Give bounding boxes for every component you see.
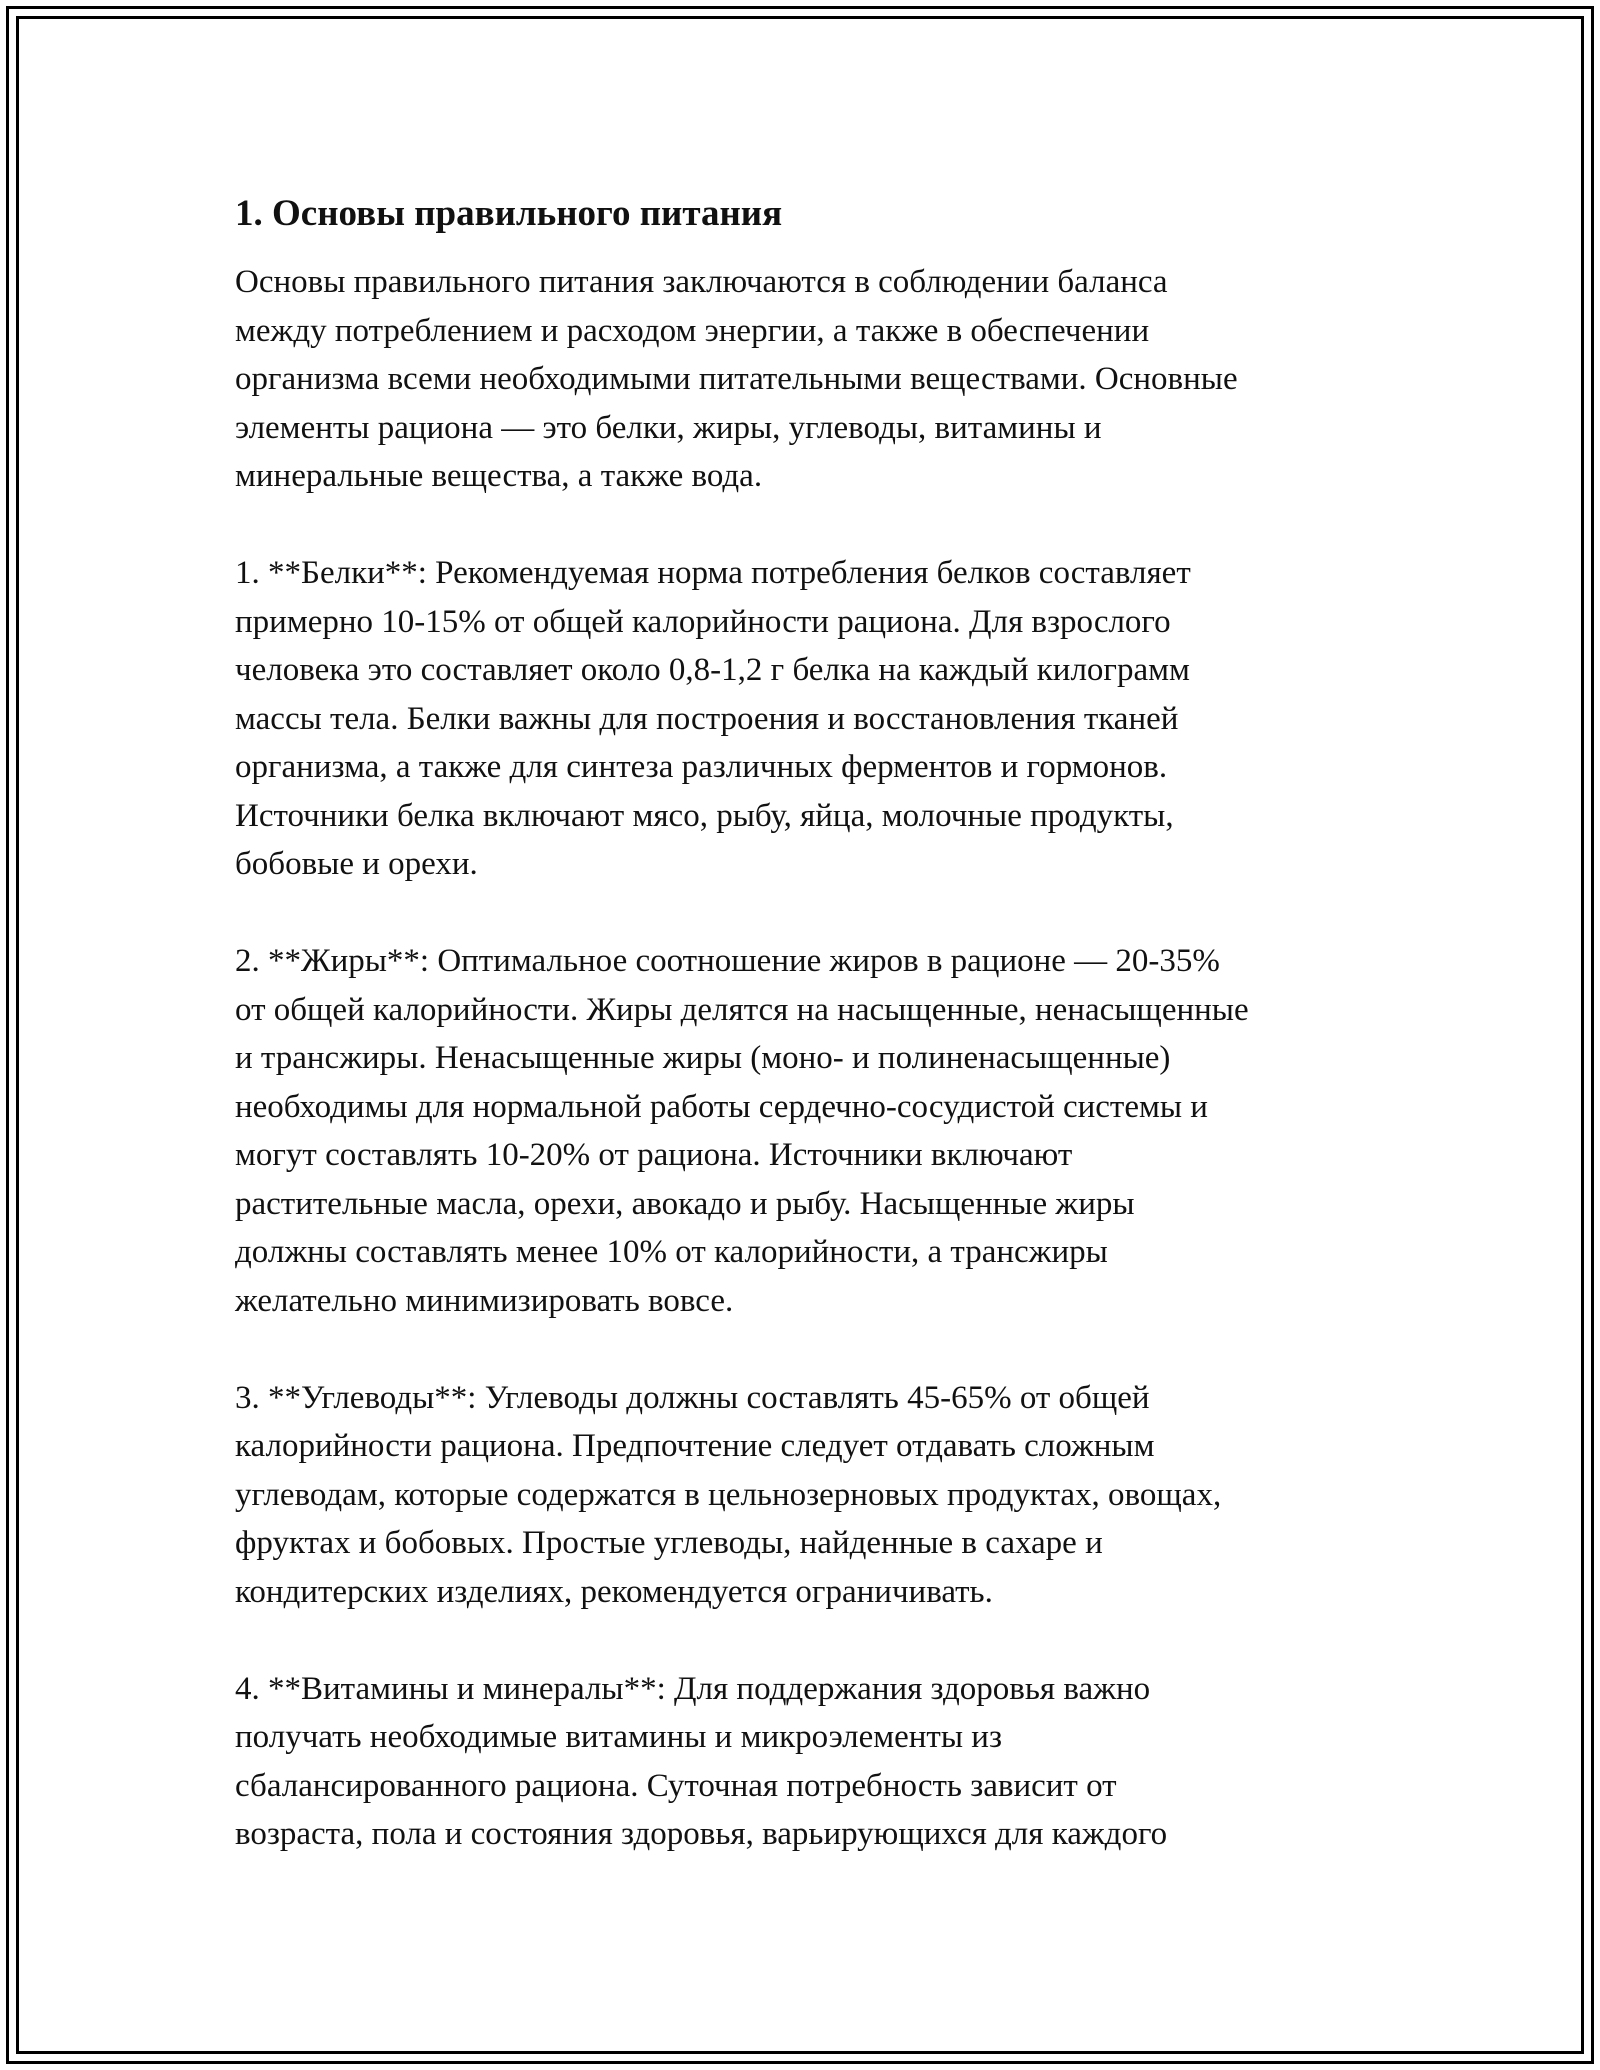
paragraph-line: человека это составляет около 0,8-1,2 г белка на каждый килограмм	[235, 652, 1190, 688]
paragraph-line: кондитерских изделиях, рекомендуется ограничивать.	[235, 1573, 993, 1610]
paragraph-line: примерно 10-15% от общей калорийности рациона. Для взрослого	[235, 603, 1171, 640]
paragraph-line: получать необходимые витамины и микроэлементы из	[235, 1719, 1002, 1755]
paragraph-line: организма, а также для синтеза различных ферментов и гормонов.	[235, 749, 1168, 785]
paragraph-line: бобовые и орехи.	[235, 846, 478, 882]
paragraph-line: фруктах и бобовых. Простые углеводы, найденные в сахаре и	[235, 1525, 1103, 1561]
paragraph-line: организма всеми необходимыми питательными веществами. Основные	[235, 361, 1238, 397]
paragraph-line: 2. **Жиры**: Оптимальное соотношение жиров в рационе — 20-35%	[235, 943, 1220, 979]
paragraph-line: между потреблением и расходом энергии, а также в обеспечении	[235, 312, 1150, 349]
paragraph-line: возраста, пола и состояния здоровья, варьирующихся для каждого	[235, 1816, 1168, 1852]
paragraph-line: от общей калорийности. Жиры делятся на насыщенные, ненасыщенные	[235, 991, 1249, 1028]
paragraph-line: должны составлять менее 10% от калорийности, а трансжиры	[235, 1234, 1108, 1270]
section-heading: 1. Основы правильного питания	[235, 193, 783, 234]
paragraph-line: желательно минимизировать вовсе.	[235, 1282, 734, 1319]
paragraph-line: 3. **Углеводы**: Углеводы должны составлять 45-65% от общей	[235, 1379, 1150, 1416]
paragraph-line: массы тела. Белки важны для построения и восстановления тканей	[235, 700, 1179, 737]
paragraph-line: минеральные вещества, а также вода.	[235, 458, 763, 494]
paragraph-line: калорийности рациона. Предпочтение следует отдавать сложным	[235, 1428, 1155, 1464]
paragraph-line: углеводам, которые содержатся в цельнозерновых продуктах, овощах,	[235, 1476, 1222, 1513]
fats-paragraph	[235, 937, 1370, 1325]
intro-paragraph	[235, 258, 1370, 501]
proteins-paragraph	[235, 549, 1370, 889]
paragraph-line: 4. **Витамины и минералы**: Для поддержания здоровья важно	[235, 1670, 1151, 1707]
document-body	[235, 188, 1370, 1907]
paragraph-line: Источники белка включают мясо, рыбу, яйца, молочные продукты,	[235, 797, 1174, 834]
paragraph-line: и трансжиры. Ненасыщенные жиры (моно- и полиненасыщенные)	[235, 1040, 1171, 1076]
paragraph-line: элементы рациона — это белки, жиры, углеводы, витамины и	[235, 409, 1102, 446]
paragraph-line: Основы правильного питания заключаются в соблюдении баланса	[235, 264, 1168, 300]
paragraph-line: необходимы для нормальной работы сердечно-сосудистой системы и	[235, 1088, 1208, 1125]
paragraph-line: сбалансированного рациона. Суточная потребность зависит от	[235, 1767, 1117, 1804]
vitamins-paragraph	[235, 1665, 1370, 1859]
paragraph-line: могут составлять 10-20% от рациона. Источники включают	[235, 1137, 1073, 1173]
paragraph-line: растительные масла, орехи, авокадо и рыбу. Насыщенные жиры	[235, 1185, 1135, 1222]
carbohydrates-paragraph	[235, 1374, 1370, 1617]
paragraph-line: 1. **Белки**: Рекомендуемая норма потребления белков составляет	[235, 555, 1191, 591]
